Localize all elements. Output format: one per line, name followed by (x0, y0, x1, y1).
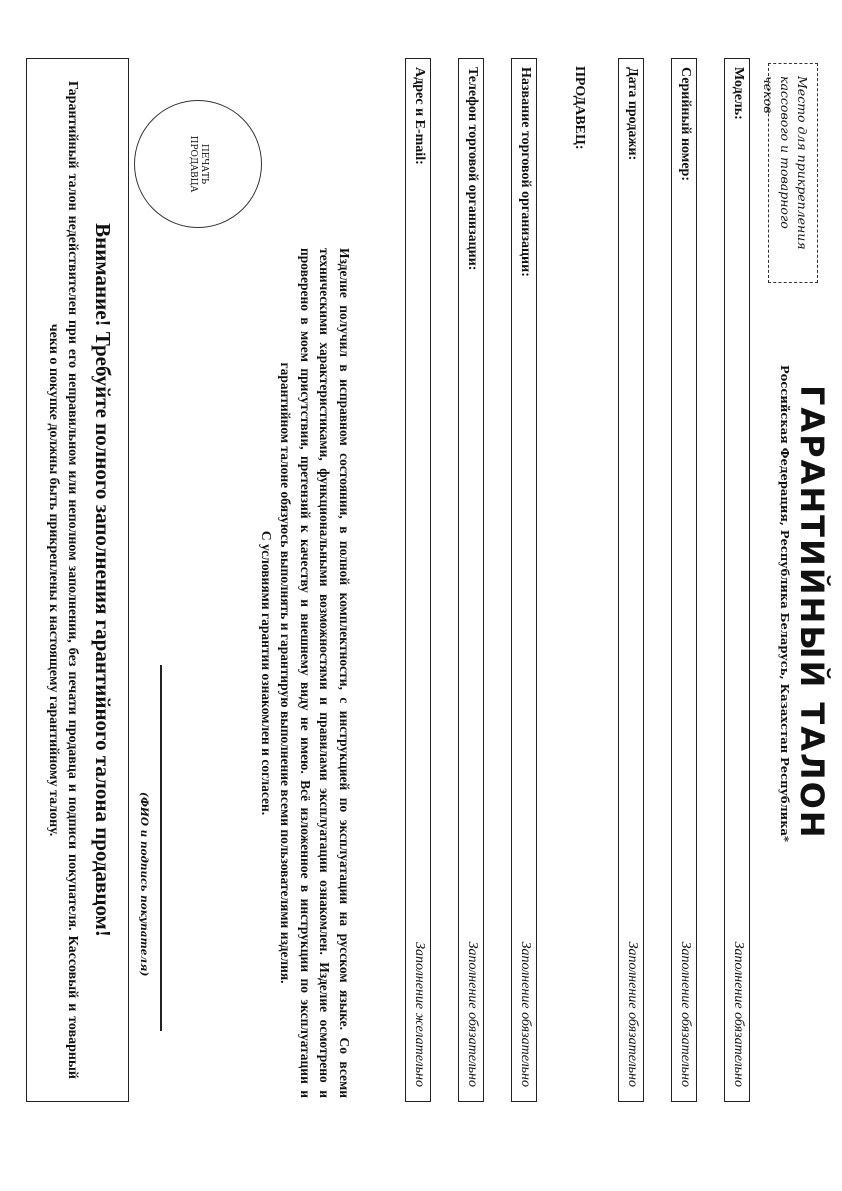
seller-stamp-area (134, 100, 262, 228)
agreement-text: Изделие получил в исправном состоянии, в полной комплектности, с инструкцией по эксплуатации на русском языке. Со всеми техническими характеристиками, функциональными возможностями и правилами эксплуатации ознакомлен. Изделие осмотрено и проверено в моем присутствии, претензий к качеству и внешнему виду не имею. Всё изложенное в инструкции по эксплуатации и гарантийном талоне обязуюсь выполнять и гарантирую выполнение всеми пользователями изделия. (278, 248, 352, 1098)
signature-caption: (ФИО и подпись покупателя) (138, 792, 150, 977)
agreement-paragraph (257, 248, 355, 1098)
seller-heading: ПРОДАВЕЦ: (572, 66, 587, 150)
seller-heading-row (564, 58, 590, 1102)
field-label: Телефон торговой организации: (465, 67, 480, 271)
field-label: Дата продажи: (625, 67, 640, 161)
receipt-attach-area (761, 63, 818, 283)
warning-box (26, 58, 129, 1102)
field-requirement-note: Заполнение обязательно (731, 941, 746, 1087)
shop-phone-field[interactable] (458, 58, 484, 1102)
field-requirement-note: Заполнение обязательно (625, 941, 640, 1087)
receipt-box-line-2: кассового и товарного чеков (761, 76, 793, 229)
field-requirement-note: Заполнение желательно (412, 942, 427, 1087)
warning-text: Гарантийный талон недействителен при его неправильном или неполном заполнении, без печати продавца и подписи покупателя. Кассовый и товарный чеки о покупке должны быть прикреплены к настоящему гарантийному талону. (46, 81, 80, 1079)
field-label: Серийный номер: (678, 67, 693, 181)
agreement-consent-line: С условиями гарантии ознакомлен и согласен. (259, 530, 274, 816)
field-label: Название торговой организации: (518, 67, 533, 277)
sale-date-field[interactable] (618, 58, 644, 1102)
address-email-field[interactable] (405, 58, 431, 1102)
shop-name-field[interactable] (511, 58, 537, 1102)
receipt-box-line-1: Место для прикрепления (795, 76, 810, 250)
serial-number-field[interactable] (671, 58, 697, 1102)
field-requirement-note: Заполнение обязательно (518, 941, 533, 1087)
field-requirement-note: Заполнение обязательно (465, 941, 480, 1087)
stamp-label-line-1: ПЕЧАТЬ (199, 143, 209, 185)
field-label: Адрес и E-mail: (412, 67, 427, 165)
field-label: Модель: (731, 67, 746, 120)
page-subtitle: Российская Федерация, Республика Беларусь, Казахстан Республика* (778, 365, 792, 842)
stamp-label-line-2: ПРОДАВЦА (188, 135, 198, 193)
model-field[interactable] (724, 58, 750, 1102)
signature-line[interactable] (160, 665, 162, 1031)
field-requirement-note: Заполнение обязательно (678, 941, 693, 1087)
page-title: ГАРАНТИЙНЫЙ ТАЛОН (793, 385, 831, 840)
warning-title: Внимание! Требуйте полного заполнения гарантийного талона продавцом! (91, 223, 115, 937)
